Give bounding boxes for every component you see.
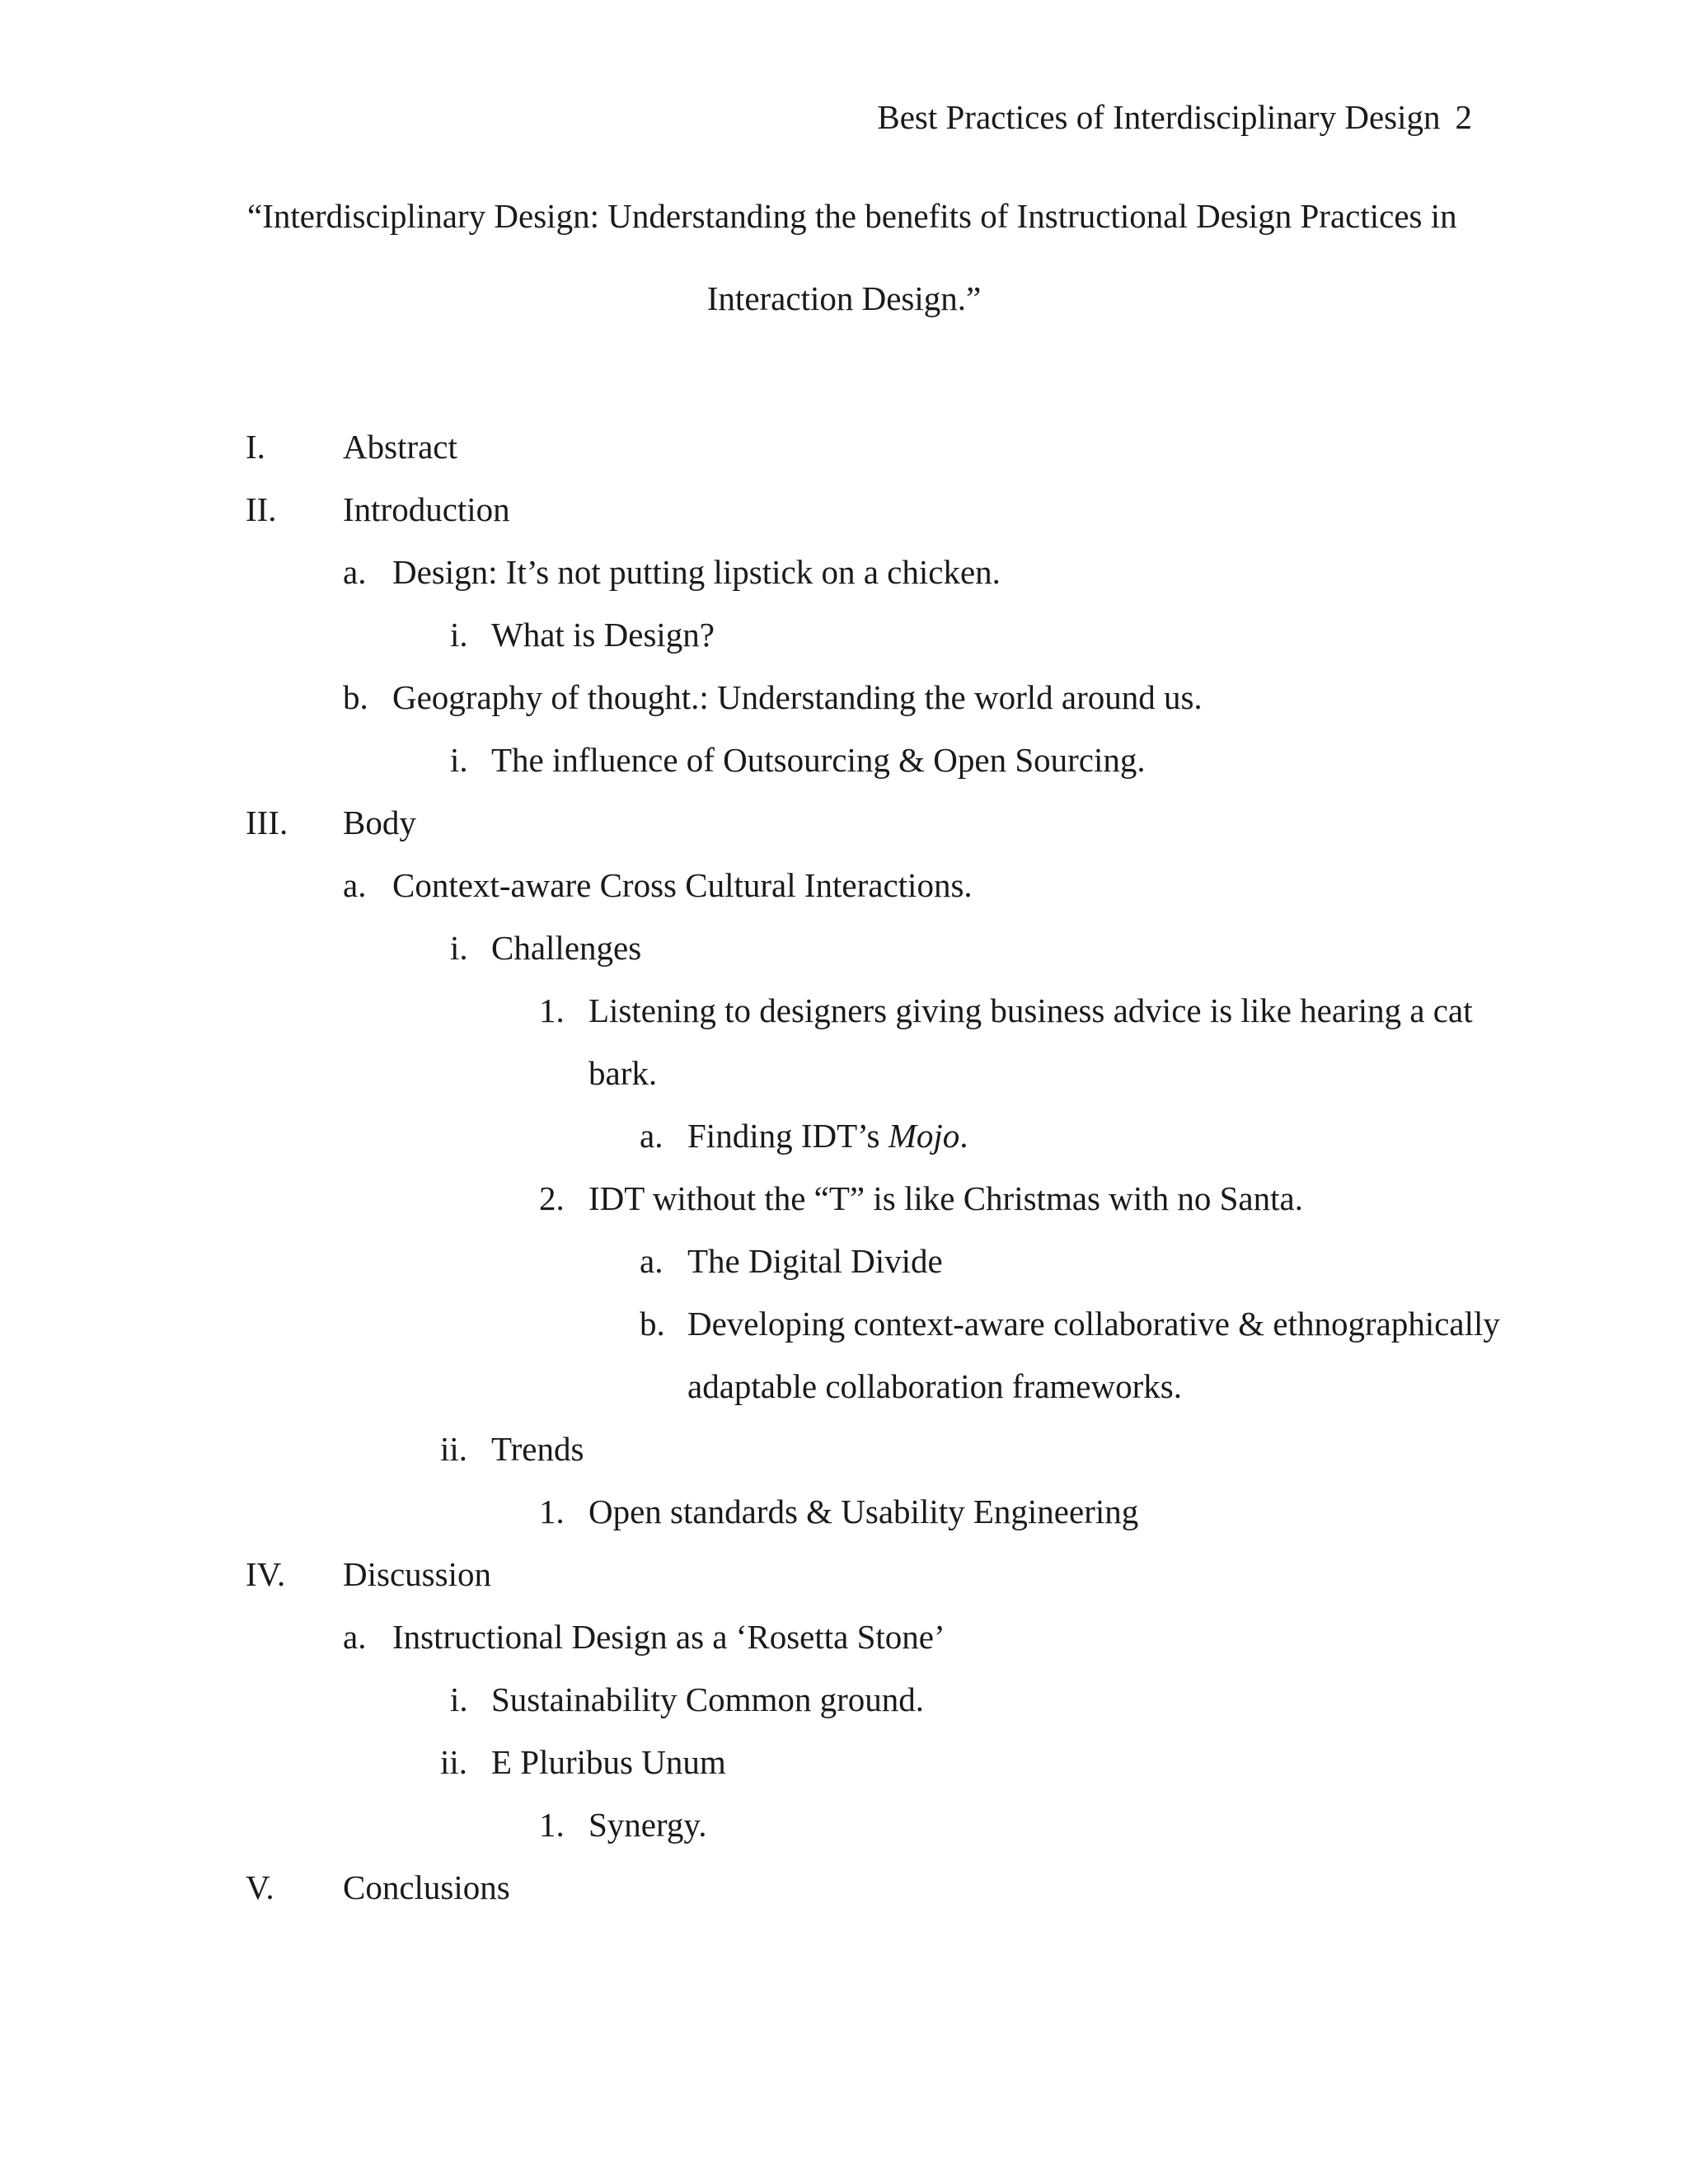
outline-marker-level1: III.	[246, 804, 288, 841]
outline-item: E Pluribus Unum	[491, 1743, 726, 1781]
outline-marker-level3: i.	[450, 1680, 468, 1718]
outline-item-conclusions: Conclusions	[343, 1868, 510, 1906]
outline-text: .	[959, 1117, 968, 1155]
outline-marker-level4: 1.	[539, 1806, 565, 1844]
outline-item: Sustainability Common ground.	[491, 1680, 925, 1718]
outline-item: Listening to designers giving business advice is like hearing a cat	[588, 991, 1473, 1029]
outline-marker-level4: 1.	[539, 991, 565, 1029]
outline-marker-level1: II.	[246, 490, 277, 528]
outline-marker-level5: a.	[640, 1242, 663, 1280]
outline-item: Design: It’s not putting lipstick on a chicken.	[392, 553, 1001, 591]
outline-item-continuation: bark.	[588, 1054, 658, 1092]
outline-marker-level2: b.	[343, 678, 368, 716]
outline-marker-level2: a.	[343, 1618, 367, 1656]
outline-item	[687, 1116, 968, 1155]
running-head	[877, 97, 1472, 137]
page-number: 2	[1455, 98, 1472, 136]
outline-marker-level5: b.	[640, 1305, 665, 1343]
outline-item: Developing context-aware collaborative & ethnographically	[687, 1305, 1500, 1343]
outline-marker-level1: I.	[246, 428, 265, 466]
outline-item: Challenges	[491, 929, 642, 967]
outline-item: Trends	[491, 1430, 584, 1468]
outline-item: The Digital Divide	[687, 1242, 943, 1280]
document-title-line-2: Interaction Design.”	[706, 279, 982, 317]
outline-marker-level3: i.	[450, 741, 468, 779]
outline-item-abstract: Abstract	[343, 428, 457, 466]
outline-marker-level1: V.	[246, 1868, 274, 1906]
outline-item: Geography of thought.: Understanding the world around us.	[392, 678, 1203, 716]
running-head-title: Best Practices of Interdisciplinary Design	[877, 98, 1441, 136]
outline-item-body: Body	[343, 804, 416, 841]
outline-marker-level3: ii.	[440, 1430, 468, 1468]
outline-text-italic: Mojo	[888, 1117, 960, 1155]
outline-item: Open standards & Usability Engineering	[588, 1493, 1139, 1530]
document-title-line-1: “Interdisciplinary Design: Understanding the benefits of Instructional Design Practices in	[247, 197, 1457, 235]
outline-item: Context-aware Cross Cultural Interactions.	[392, 866, 973, 904]
outline-marker-level5: a.	[640, 1117, 663, 1155]
outline-marker-level3: i.	[450, 929, 468, 967]
outline-marker-level2: a.	[343, 553, 367, 591]
outline-marker-level3: ii.	[440, 1743, 468, 1781]
outline-marker-level3: i.	[450, 616, 468, 654]
outline-item: IDT without the “T” is like Christmas with no Santa.	[588, 1179, 1303, 1217]
outline-item-discussion: Discussion	[343, 1555, 491, 1593]
outline-marker-level2: a.	[343, 866, 367, 904]
outline-item: The influence of Outsourcing & Open Sourcing.	[491, 741, 1146, 779]
outline-item-introduction: Introduction	[343, 490, 510, 528]
outline-marker-level4: 2.	[539, 1179, 565, 1217]
outline-item: What is Design?	[491, 616, 715, 654]
outline-item: Synergy.	[588, 1806, 707, 1844]
outline-marker-level4: 1.	[539, 1493, 565, 1530]
outline-marker-level1: IV.	[246, 1555, 286, 1593]
outline-item-continuation: adaptable collaboration frameworks.	[687, 1367, 1182, 1405]
outline-item: Instructional Design as a ‘Rosetta Stone’	[392, 1618, 945, 1656]
outline-text: Finding IDT’s	[687, 1117, 889, 1155]
